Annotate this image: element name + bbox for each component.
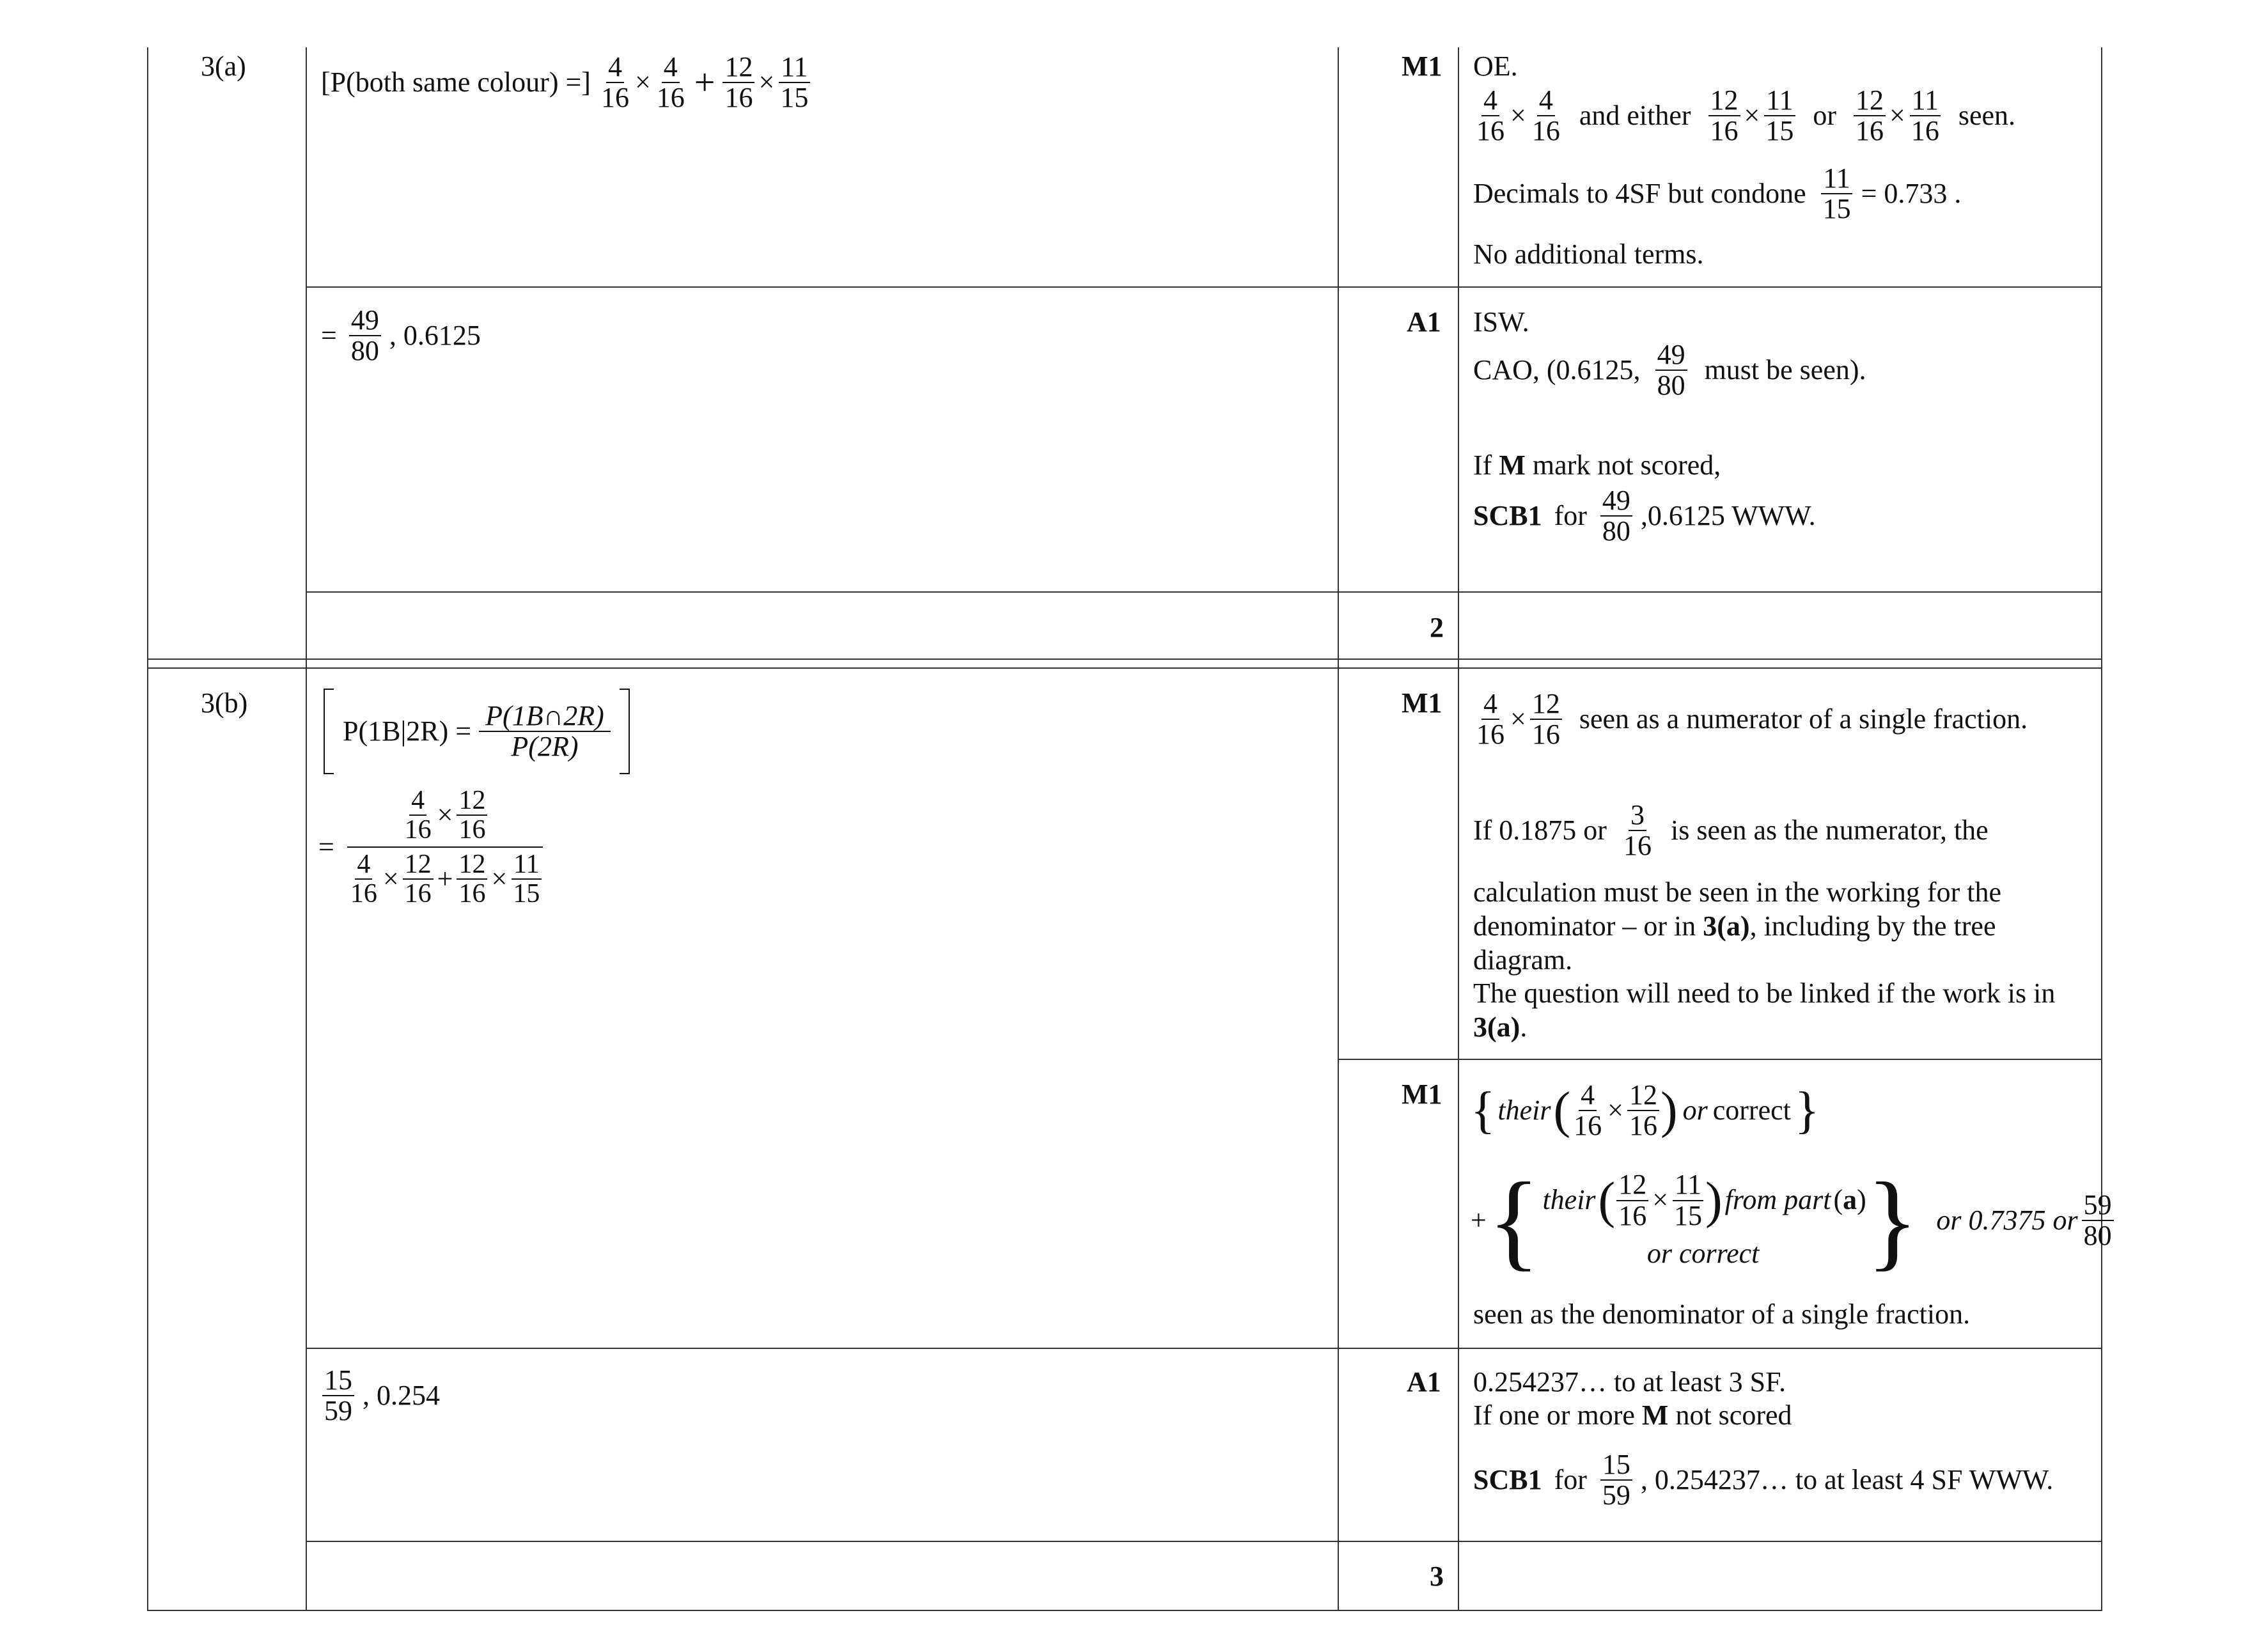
guidance-line: ISW.: [1473, 306, 1529, 338]
rule: [1458, 47, 1459, 1611]
answer-3b-result: $\frac{15}{59}$ , 0.254: [321, 1366, 440, 1426]
rule: [306, 1348, 2102, 1349]
guidance-line: Decimals to 4SF but condone $\frac{11}{15}$ = 0.733 .: [1473, 162, 1962, 225]
guidance-line: No additional terms.: [1473, 238, 1704, 270]
guidance-line: SCB1 for $\frac{49}{80}$ ,0.6125 WWW.: [1473, 485, 1816, 547]
answer-3a-result: = $\frac{49}{80}$ , 0.6125: [321, 304, 481, 367]
compound-fraction: = $\frac{4}{16}$ × $\frac{12}{16}$ $\frac{4}{16}$ × $\frac{12}{16}$ + $\frac{12}{16}$ × $\frac{11}{15}$: [318, 786, 543, 908]
guidance-paragraph: The question will need to be linked if the work is in 3(a).: [1473, 978, 2056, 1043]
guidance-line: CAO, (0.6125, $\frac{49}{80}$ must be seen).: [1473, 339, 1866, 401]
rule: [306, 1541, 2102, 1542]
answer-prefix: [P(both same colour) =]: [321, 66, 591, 98]
rule: [147, 47, 148, 1611]
fraction: $\frac{P(1B\cap 2R)}{P(2R)}$: [479, 701, 611, 761]
mark-code: A1: [1407, 1366, 1441, 1398]
guidance-line: OE.: [1473, 51, 1518, 82]
rule: [2101, 47, 2102, 1611]
fraction: $\frac{4}{16}$: [656, 51, 685, 114]
rule: [306, 47, 307, 1611]
total-marks-3b: 3: [1430, 1561, 1444, 1592]
mark-code: M1: [1402, 687, 1442, 719]
question-label-3b: 3(b): [201, 687, 248, 719]
rule: [1338, 1059, 2102, 1060]
guidance-line: seen as the denominator of a single fraction.: [1473, 1298, 1971, 1330]
bayes-formula: P(1B|2R) = $\frac{P(1B\cap 2R)}{P(2R)}$: [324, 687, 630, 776]
guidance-line: 0.254237… to at least 3 SF.: [1473, 1366, 1786, 1398]
rule: [1338, 47, 1339, 1611]
guidance-line: + { their ( $\frac{12}{16}$ × $\frac{11}{15}$ ) from part (a) or correct } or 0.7375 or 59 80: [1471, 1166, 2115, 1275]
guidance-line: If one or more M not scored: [1473, 1399, 1792, 1431]
mark-code: A1: [1407, 306, 1441, 338]
fraction: $\frac{12}{16}$: [723, 52, 754, 113]
fraction: $\frac{49}{80}$: [349, 306, 381, 366]
rule: [306, 591, 2102, 593]
guidance-paragraph: calculation must be seen in the working for the denominator – or in 3(a), including by the tree diagram.: [1473, 877, 2001, 976]
guidance-line: If 0.1875 or $\frac{3}{16}$ is seen as the numerator, the: [1473, 799, 1989, 862]
guidance-line: { their ( $\frac{4}{16}$ × $\frac{12}{16}$ ) or correct }: [1471, 1079, 1820, 1142]
rule: [147, 1610, 2102, 1611]
fraction: $\frac{15}{59}$: [322, 1366, 354, 1426]
rule: [147, 667, 2102, 669]
guidance-line: $\frac{4}{16}$ × $\frac{4}{16}$ and either $\frac{12}{16}$ × $\frac{11}{15}$ or $\frac{12}{16}$ × $\frac{11}{16}$ seen.: [1476, 84, 2016, 147]
total-marks-3a: 2: [1430, 612, 1444, 643]
guidance-line: SCB1 for $\frac{15}{59}$ , 0.254237… to at least 4 SF WWW.: [1473, 1449, 2054, 1511]
guidance-line: If M mark not scored,: [1473, 449, 1721, 481]
question-label-3a: 3(a): [201, 51, 246, 82]
mark-code: M1: [1402, 1079, 1442, 1110]
fraction: $\frac{4}{16}$: [600, 51, 629, 114]
rule: [147, 658, 2102, 660]
guidance-line: $\frac{4}{16}$ × $\frac{12}{16}$ seen as a numerator of a single fraction.: [1476, 688, 2028, 751]
rule: [306, 286, 2102, 288]
answer-3a-working: [P(both same colour) =] $\frac{4}{16}$ × $\frac{4}{16}$ + $\frac{12}{16}$ × $\frac{11}{15}$: [321, 52, 811, 113]
mark-code: M1: [1402, 51, 1442, 82]
fraction: $\frac{11}{15}$: [778, 52, 810, 113]
